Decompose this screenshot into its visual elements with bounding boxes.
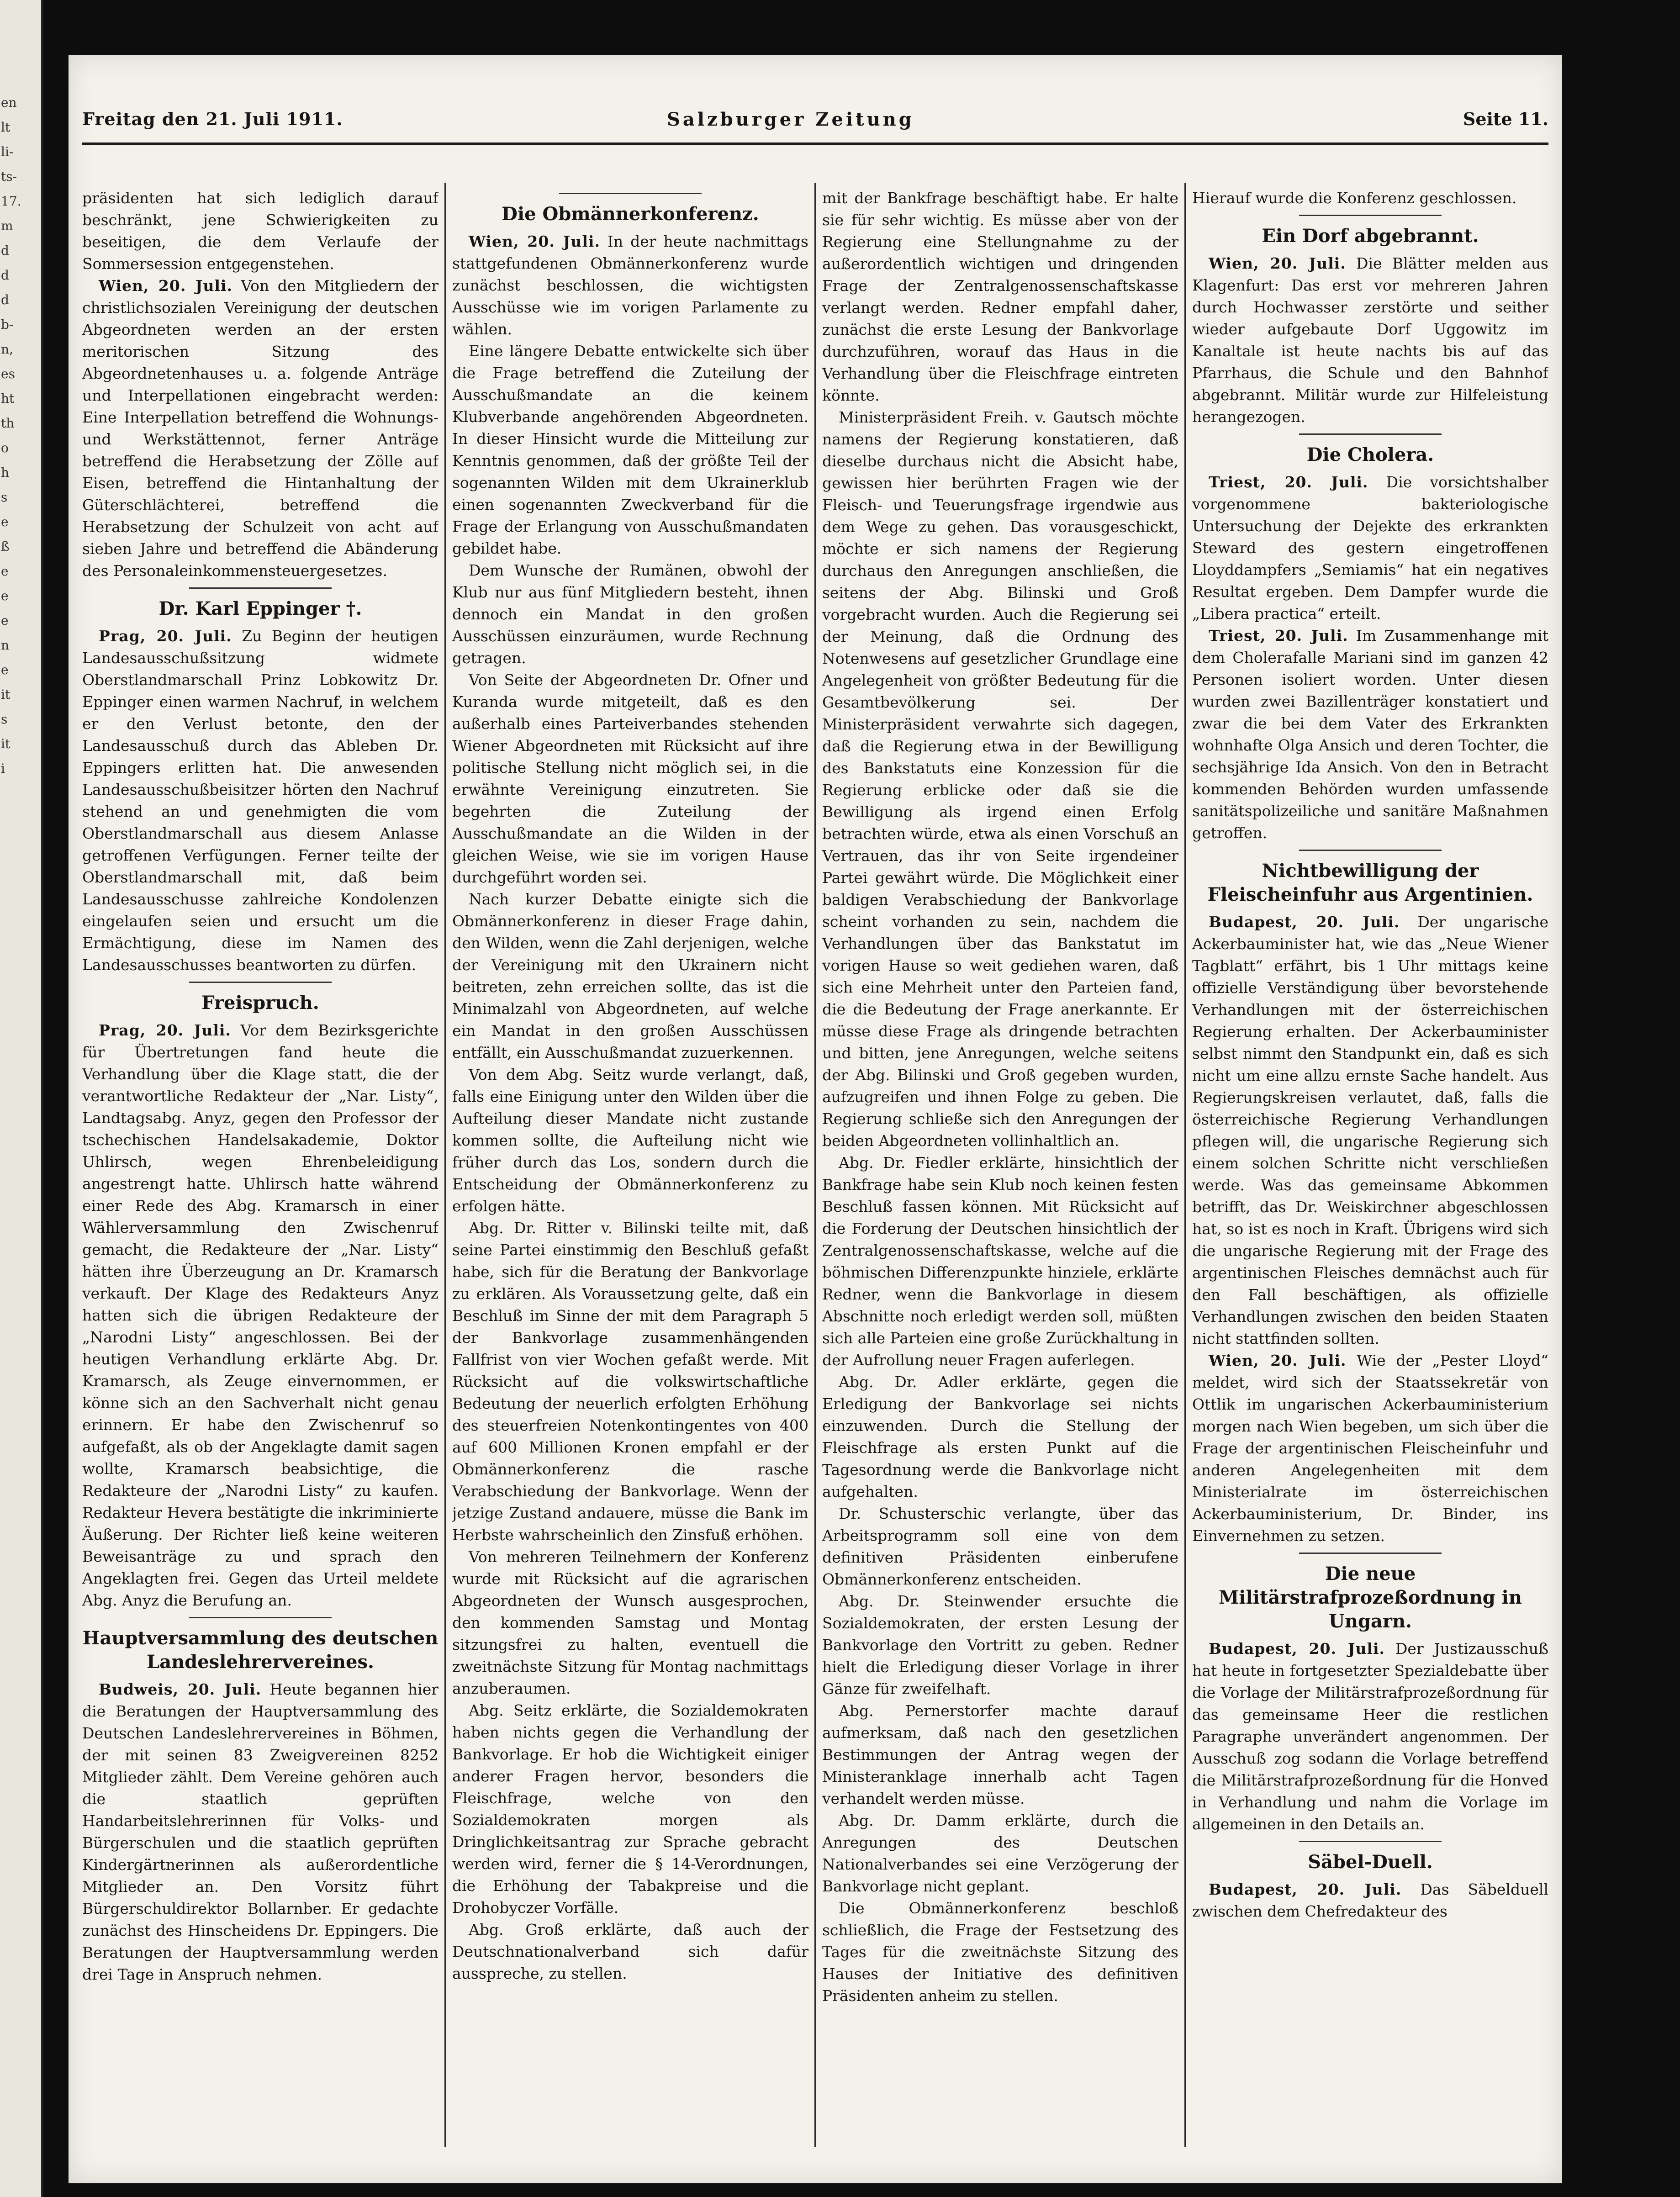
article-paragraph xyxy=(1192,1350,1548,1547)
strip-fragment: en xyxy=(1,95,17,110)
strip-fragment: o xyxy=(1,440,9,455)
article-paragraph xyxy=(1192,625,1548,844)
paragraph-text: Dr. Schusterschic verlangte, über das Arbeitsprogramm soll eine von dem definitiven Präsidenten einberufene Obmännerkonferenz entscheiden. xyxy=(822,1505,1178,1588)
dateline: Wien, 20. Juli. xyxy=(1209,1352,1347,1369)
strip-fragment: d xyxy=(1,292,9,307)
article-headline: Ein Dorf abgebrannt. xyxy=(1262,225,1479,247)
article-paragraph xyxy=(1192,187,1548,209)
article-separator xyxy=(1299,1841,1442,1842)
article-paragraph xyxy=(1192,1638,1548,1835)
article-headline: Säbel-Duell. xyxy=(1308,1851,1433,1873)
article-paragraph xyxy=(82,275,438,582)
article-paragraph xyxy=(452,1919,808,1985)
column-4 xyxy=(1192,187,1548,2142)
article-paragraph xyxy=(822,1810,1178,1897)
paragraph-text: Abg. Dr. Fiedler erklärte, hinsichtlich der Bankfrage habe sein Klub noch keinen festen Beschluß fassen können. Mit Rücksicht auf die Forderung der Deutschen hinsichtlich der Zentralgenossenschaftskasse, welche auf die böhmischen Differenzpunkte hinziele, erklärte Redner, wenn die Bankvorlage in diesem Abschnitte noch erledigt werden soll, müßten sich alle Parteien eine große Zurückhaltung in der Aufrollung neuer Fragen auferlegen. xyxy=(822,1154,1178,1369)
dateline: Budapest, 20. Juli. xyxy=(1209,913,1400,931)
article-headline: Die Obmännerkonferenz. xyxy=(502,203,759,225)
column-rule xyxy=(814,183,816,2147)
article-separator xyxy=(1299,850,1442,851)
article-paragraph xyxy=(822,187,1178,407)
dateline: Wien, 20. Juli. xyxy=(1209,254,1346,272)
article-paragraph xyxy=(82,1019,438,1611)
strip-fragment: e xyxy=(1,613,9,628)
strip-fragment: s xyxy=(1,490,8,505)
strip-fragment: e xyxy=(1,662,9,677)
article-paragraph xyxy=(822,1371,1178,1503)
strip-fragment: li- xyxy=(1,144,14,159)
column-rule xyxy=(1184,183,1186,2147)
paragraph-text: Der Justizausschuß hat heute in fortgesetzter Spezialdebatte über die Vorlage der Militärstrafprozeßordnung für das gemeinsame Heer die restlichen Paragraphe unverändert angenommen. Der Ausschuß zog sodann die Vorlage betreffend die Militärstrafprozeßordnung für die Honved in Verhandlung und nahm die Vorlage im allgemeinen in den Details an. xyxy=(1192,1640,1548,1833)
column-2 xyxy=(452,187,808,2142)
strip-fragment: it xyxy=(1,736,11,751)
paragraph-text: Im Zusammenhange mit dem Cholerafalle Mariani sind im ganzen 42 Personen isoliert worden. Unter diesen wurden zwei Bazillenträger konstatiert und zwar die bei dem Vater des Erkrankten wohnhafte Olga Ansich und deren Tochter, die sechsjährige Ida Ansich. Von den in Betracht kommenden Behörden wurden umfassende sanitätspolizeiliche und sanitäre Maßnahmen getroffen. xyxy=(1192,627,1548,842)
paragraph-text: Abg. Dr. Steinwender ersuchte die Sozialdemokraten, der ersten Lesung der Bankvorlage den Vortritt zu geben. Redner hielt die Erledigung dieser Vorlage in ihrer Gänze für zweifelhaft. xyxy=(822,1592,1178,1698)
strip-fragment: d xyxy=(1,268,9,283)
article-paragraph xyxy=(1192,911,1548,1350)
article-separator xyxy=(1299,433,1442,435)
article-paragraph xyxy=(452,560,808,669)
paragraph-text: Von den Mitgliedern der christlichsozialen Vereinigung der deutschen Abgeordneten werden an der ersten meritorischen Sitzung des Abgeordnetenhauses u. a. folgende Anträge und Interpellationen eingebracht werden: Eine Interpellation betreffend die Wohnungs- und Werkstättennot, ferner Anträge betreffend die Herabsetzung der Zölle auf Eisen, betreffend die Hintanhaltung der Güterschlächterei, betreffend die Herabsetzung der Schulzeit von acht auf sieben Jahre und betreffend die Abänderung des Personaleinkommensteuergesetzes. xyxy=(82,277,438,580)
paragraph-text: Eine längere Debatte entwickelte sich über die Frage betreffend die Zuteilung der Ausschußmandate an die keinem Klubverbande angehörenden Abgeordneten. In dieser Hinsicht wurde die Mitteilung zur Kenntnis genommen, daß der größte Teil der sogenannten Wilden mit dem Ukrainerklub einen sogenannten Zweckverband für die Frage der Erlangung von Ausschußmandaten gebildet habe. xyxy=(452,342,808,557)
article-paragraph xyxy=(452,1064,808,1217)
article-paragraph xyxy=(452,669,808,888)
article-paragraph xyxy=(822,1590,1178,1700)
header-rule xyxy=(82,143,1548,145)
column-1 xyxy=(82,187,438,2142)
dateline: Budapest, 20. Juli. xyxy=(1209,1880,1402,1898)
article-headline: Hauptversammlung des deutschen Landeslehrervereines. xyxy=(82,1627,438,1673)
article-headline: Freispruch. xyxy=(201,992,319,1014)
paragraph-text: In der heute nachmittags stattgefundenen Obmännerkonferenz wurde zunächst beschlossen, die wichtigsten Ausschüsse wie im vorigen Parlamente zu wählen. xyxy=(452,232,808,338)
article-separator xyxy=(189,982,332,983)
strip-fragment: lt xyxy=(1,120,11,135)
paragraph-text: Vor dem Bezirksgerichte für Übertretungen fand heute die Verhandlung über die Klage statt, die der verantwortliche Redakteur der „Nar. Listy“, Landtagsabg. Anyz, gegen den Professor der tschechischen Handelsakademie, Doktor Uhlirsch, wegen Ehrenbeleidigung angestrengt hatte. Uhlirsch hatte während einer Rede des Abg. Kramarsch in einer Wählerversammlung den Zwischenruf gemacht, die Redakteure der „Nar. Listy“ hätten ihre Überzeugung an Dr. Kramarsch verkauft. Der Klage des Redakteurs Anyz hatten sich die übrigen Redakteure der „Narodni Listy“ angeschlossen. Bei der heutigen Verhandlung erklärte Abg. Dr. Kramarsch, als Zeuge einvernommen, er könne sich an den Sachverhalt nicht genau erinnern. Er habe den Zwischenruf so aufgefaßt, als ob der Angeklagte damit sagen wollte, Kramarsch beabsichtige, die Redakteure der „Narodni Listy“ zu kaufen. Redakteur Hevera bestätigte die inkriminierte Äußerung. Der Richter ließ keine weiteren Beweisanträge zu und sprach den Angeklagten frei. Gegen das Urteil meldete Abg. Anyz die Berufung an. xyxy=(82,1021,438,1609)
article-headline: Die neue Militärstrafprozeßordnung in Ungarn. xyxy=(1219,1563,1522,1632)
article-paragraph xyxy=(1192,471,1548,625)
paragraph-text: Wie der „Pester Lloyd“ meldet, wird sich der Staatssekretär von Ottlik im ungarischen Ackerbauministerium morgen nach Wien begeben, um sich über die Frage der argentinischen Fleischeinfuhr und anderen Angelegenheiten mit dem Ministerialrate im österreichischen Ackerbauministerium, Dr. Binder, ins Einvernehmen zu setzen. xyxy=(1192,1352,1548,1545)
article-paragraph xyxy=(452,1700,808,1919)
paragraph-text: Die Obmännerkonferenz beschloß schließlich, die Frage der Festsetzung des Tages für die zweitnächste Sitzung des Hauses der Initiative des definitiven Präsidenten anheim zu stellen. xyxy=(822,1899,1178,2005)
strip-fragment: it xyxy=(1,687,11,702)
page-header xyxy=(82,109,1548,150)
dateline: Triest, 20. Juli. xyxy=(1209,473,1368,491)
strip-fragment: e xyxy=(1,564,9,579)
dateline: Prag, 20. Juli. xyxy=(99,1021,231,1039)
strip-fragment: n, xyxy=(1,342,13,357)
paragraph-text: Der ungarische Ackerbauminister hat, wie das „Neue Wiener Tagblatt“ erfährt, bis 1 Uhr mittags keine offizielle Verständigung über bevorstehende Verhandlungen mit der österreichischen Regierung erhalten. Der Ackerbauminister selbst nimmt den Standpunkt ein, daß es sich nicht um eine allzu ernste Sache handelt. Aus Regierungskreisen verlautet, daß, falls die österreichische Regierung Verhandlungen pflegen will, die ungarische Regierung sich einem solchen Schritte nicht verschließen werde. Was das gemeinsame Abkommen betrifft, das Dr. Weiskirchner abgeschlossen hat, so ist es noch in Kraft. Übrigens wird sich die ungarische Regierung mit der Frage des argentinischen Fleisches demnächst auch für den Fall beschäftigen, als offizielle Verhandlungen zwischen den beiden Staaten nicht stattfinden sollten. xyxy=(1192,913,1548,1347)
article-paragraph xyxy=(1192,253,1548,428)
article-paragraph xyxy=(822,1700,1178,1810)
article-headline: Dr. Karl Eppinger †. xyxy=(158,598,362,619)
newspaper-page xyxy=(69,55,1562,2183)
paragraph-text: Abg. Dr. Damm erklärte, durch die Anregungen des Deutschen Nationalverbandes sei eine Verzögerung der Bankvorlage nicht geplant. xyxy=(822,1811,1178,1895)
paragraph-text: Von dem Abg. Seitz wurde verlangt, daß, falls eine Einigung unter den Wilden über die Aufteilung dieser Mandate nicht zustande kommen sollte, die Aufteilung nicht wie früher durch das Los, sondern durch die Entscheidung der Obmännerkonferenz zu erfolgen hätte. xyxy=(452,1066,808,1215)
article-headline: Nichtbewilligung der Fleischeinfuhr aus Argentinien. xyxy=(1207,860,1533,905)
dateline: Triest, 20. Juli. xyxy=(1209,627,1348,644)
article-separator xyxy=(189,1617,332,1618)
dateline: Budweis, 20. Juli. xyxy=(99,1680,262,1698)
strip-fragment: th xyxy=(1,416,15,431)
article-paragraph xyxy=(82,187,438,275)
strip-fragment: e xyxy=(1,514,9,529)
dateline: Wien, 20. Juli. xyxy=(99,277,232,295)
article-paragraph xyxy=(452,1546,808,1700)
paragraph-text: Zu Beginn der heutigen Landesausschußsitzung widmete Oberstlandmarschall Prinz Lobkowitz Dr. Eppinger einen warmen Nachruf, in welchem er den Verlust betonte, den der Landesausschuß durch das Ableben Dr. Eppingers erlitten hat. Die anwesenden Landesausschußbeisitzer hörten den Nachruf stehend an und genehmigten die vom Oberstlandmarschall aus diesem Anlasse getroffenen Verfügungen. Ferner teilte der Oberstlandmarschall mit, daß beim Landesausschusse zahlreiche Kondolenzen eingelaufen seien und ersucht um die Ermächtigung, diese im Namen des Landesausschusses beantworten zu dürfen. xyxy=(82,627,438,974)
article-paragraph xyxy=(1192,1879,1548,1922)
article-paragraph xyxy=(822,1152,1178,1371)
dateline: Budapest, 20. Juli. xyxy=(1209,1640,1385,1658)
article-paragraph xyxy=(822,1897,1178,2007)
paragraph-text: Abg. Seitz erklärte, die Sozialdemokraten haben nichts gegen die Verhandlung der Bankvorlage. Er hob die Wichtigkeit einiger anderer Fragen hervor, besonders die Fleischfrage, welche von den Sozialdemokraten morgen als Dringlichkeitsantrag zur Sprache gebracht werden wird, ferner die § 14-Verordnungen, die Erhöhung der Tabakpreise und die Drohobyczer Vorfälle. xyxy=(452,1701,808,1917)
dateline: Prag, 20. Juli. xyxy=(99,627,232,645)
column-rule xyxy=(444,183,446,2147)
article-separator xyxy=(189,587,332,589)
strip-fragment: e xyxy=(1,588,9,603)
column-3 xyxy=(822,187,1178,2142)
page-number: Seite 11. xyxy=(1463,109,1548,129)
article-separator xyxy=(559,193,702,194)
article-paragraph xyxy=(452,1217,808,1546)
article-headline: Die Cholera. xyxy=(1306,444,1434,465)
paragraph-text: Dem Wunsche der Rumänen, obwohl der Klub nur aus fünf Mitgliedern besteht, ihnen dennoch ein Mandat in den großen Ausschüssen einzuräumen, wurde Rechnung getragen. xyxy=(452,561,808,667)
strip-fragment: m xyxy=(1,218,13,233)
strip-fragment: es xyxy=(1,366,15,381)
article-paragraph xyxy=(822,1503,1178,1590)
strip-fragment: s xyxy=(1,712,8,727)
strip-fragment: n xyxy=(1,638,10,653)
strip-fragment: ß xyxy=(1,539,10,554)
article-paragraph xyxy=(822,407,1178,1152)
paragraph-text: präsidenten hat sich lediglich darauf beschränkt, jene Schwierigkeiten zu beseitigen, die dem Verlaufe der Sommersession entgegenstehen. xyxy=(82,189,438,273)
paragraph-text: Ministerpräsident Freih. v. Gautsch möchte namens der Regierung konstatieren, daß dieselbe durchaus nicht die Absicht habe, gewissen hier berührten Fragen wie der Fleisch- und Teuerungsfrage irgendwie aus dem Wege zu gehen. Das vorausgeschickt, möchte er sich namens der Regierung durchaus den Anregungen anschließen, die seitens der Abg. Bilinski und Groß vorgebracht wurden. Auch die Regierung sei der Meinung, daß die Ordnung des Notenwesens auf gesetzlicher Grundlage eine Angelegenheit von größter Bedeutung für die Gesamtbevölkerung sei. Der Ministerpräsident verwahrte sich dagegen, daß die Regierung etwa in der Bewilligung des Bankstatuts eine Konzession für die Regierung erblicke oder daß sie die Bewilligung als irgend einen Erfolg betrachten würde, etwa als einen Vorschuß an Vertrauen, das ihr von Seite irgendeiner Partei gewährt würde. Die Möglichkeit einer baldigen Verabschiedung der Bankvorlage scheint vorhanden zu sein, nachdem die Verhandlungen über das Bankstatut im vorigen Hause so weit gediehen waren, daß sich eine Mehrheit unter den Parteien fand, die die Bedeutung der Frage anerkannte. Er müsse diese Frage als dringende betrachten und bitten, jene Anregungen, welche seitens der Abg. Bilinski und Groß gegeben wurden, aufzugreifen und ihnen Folge zu geben. Die Regierung schließe sich den Anregungen der beiden Abgeordneten vollinhaltlich an. xyxy=(822,408,1178,1150)
article-paragraph xyxy=(452,888,808,1064)
paragraph-text: Abg. Pernerstorfer machte darauf aufmerksam, daß nach den gesetzlichen Bestimmungen der Antrag wegen der Ministeranklage innerhalb acht Tagen verhandelt werden müsse. xyxy=(822,1702,1178,1807)
paragraph-text: Hierauf wurde die Konferenz geschlossen. xyxy=(1192,189,1517,207)
strip-fragment: 17. xyxy=(1,194,21,209)
adjacent-page-strip xyxy=(0,0,43,2197)
strip-fragment: i xyxy=(1,761,5,776)
header-date: Freitag den 21. Juli 1911. xyxy=(82,109,343,129)
strip-fragment: b- xyxy=(1,317,14,332)
paragraph-text: Heute begannen hier die Beratungen der Hauptversammlung des Deutschen Landeslehrervereines in Böhmen, der mit seinen 83 Zweigvereinen 8252 Mitglieder zählt. Dem Vereine gehören auch die staatlich geprüften Handarbeitslehrerinnen für Volks- und Bürgerschulen und die staatlich geprüften Kindergärtnerinnen als außerordentliche Mitglieder an. Den Vorsitz führt Bürgerschuldirektor Bollarnber. Er gedachte zunächst des Hinscheidens Dr. Eppingers. Die Beratungen der Hauptversammlung werden drei Tage in Anspruch nehmen. xyxy=(82,1680,438,1983)
paragraph-text: Abg. Groß erklärte, daß auch der Deutschnationalverband sich dafür ausspreche, zu stellen. xyxy=(452,1921,808,1982)
paragraph-text: Von mehreren Teilnehmern der Konferenz wurde mit Rücksicht auf die agrarischen Abgeordneten der Wunsch ausgesprochen, den kommenden Samstag und Montag sitzungsfrei zu halten, eventuell die zweitnächste Sitzung für Montag nachmittags anzuberaumen. xyxy=(452,1548,808,1697)
article-paragraph xyxy=(452,231,808,340)
strip-fragment: h xyxy=(1,465,10,480)
article-paragraph xyxy=(82,1679,438,1986)
paragraph-text: Abg. Dr. Adler erklärte, gegen die Erledigung der Bankvorlage sei nichts einzuwenden. Durch die Stellung der Fleischfrage als ersten Punkt auf die Tagesordnung werde die Bankvorlage nicht aufgehalten. xyxy=(822,1373,1178,1500)
paragraph-text: Von Seite der Abgeordneten Dr. Ofner und Kuranda wurde mitgeteilt, daß es den außerhalb eines Parteiverbandes stehenden Wiener Abgeordneten mit Rücksicht auf ihre politische Stellung nicht möglich sei, in die erwähnte Vereinigung einzutreten. Sie begehrten die Zuteilung der Ausschußmandate an die Wilden in der gleichen Weise, wie sie im vorigen Hause durchgeführt worden sei. xyxy=(452,671,808,886)
paragraph-text: mit der Bankfrage beschäftigt habe. Er halte sie für sehr wichtig. Es müsse aber von der Regierung eine Stellungnahme zu der außerordentlich wichtigen und dringenden Frage der Zentralgenossenschaftskasse verlangt werden. Redner empfahl daher, zunächst die erste Lesung der Bankvorlage durchzuführen, worauf das Haus in die Verhandlung über die Fleischfrage eintreten könnte. xyxy=(822,189,1178,404)
paragraph-text: Die vorsichtshalber vorgenommene bakteriologische Untersuchung der Dejekte des erkrankten Steward des gestern eingetroffenen Lloyddampfers „Semiamis“ hat ein negatives Resultat ergeben. Dem Dampfer wurde die „Libera practica“ erteilt. xyxy=(1192,473,1548,623)
strip-fragment: ht xyxy=(1,391,15,406)
paragraph-text: Die Blätter melden aus Klagenfurt: Das erst vor mehreren Jahren durch Hochwasser zerstörte und seither wieder aufgebaute Dorf Uggowitz im Kanaltale ist heute nachts bis auf das Pfarrhaus, die Schule und den Bahnhof abgebrannt. Militär wurde zur Hilfeleistung herangezogen. xyxy=(1192,254,1548,426)
article-paragraph xyxy=(452,340,808,560)
article-separator xyxy=(1299,215,1442,216)
strip-fragment: d xyxy=(1,243,9,258)
article-paragraph xyxy=(82,625,438,976)
strip-fragment: ts- xyxy=(1,169,17,184)
masthead-title: Salzburger Zeitung xyxy=(667,109,914,130)
paragraph-text: Das Säbelduell zwischen dem Chefredakteur des xyxy=(1192,1880,1548,1920)
dateline: Wien, 20. Juli. xyxy=(469,232,600,250)
article-separator xyxy=(1299,1553,1442,1554)
paragraph-text: Abg. Dr. Ritter v. Bilinski teilte mit, daß seine Partei einstimmig den Beschluß gefaßt habe, sich für die Beratung der Bankvorlage zu erklären. Als Voraussetzung gelte, daß ein Beschluß im Sinne der mit dem Paragraph 5 der Bankvorlage zusammenhängenden Fallfrist von vier Wochen gefaßt werde. Mit Rücksicht auf die volkswirtschaftliche Bedeutung der neuerlich erfolgten Erhöhung des steuerfreien Notenkontingentes von 400 auf 600 Millionen Kronen empfahl er der Obmännerkonferenz die rasche Verabschiedung der Bankvorlage. Wenn der jetzige Zustand andauere, müsse die Bank im Herbste wahrscheinlich den Zinsfuß erhöhen. xyxy=(452,1219,808,1544)
paragraph-text: Nach kurzer Debatte einigte sich die Obmännerkonferenz in dieser Frage dahin, den Wilden, wenn die Zahl derjenigen, welche der Vereinigung mit den Ukrainern nicht beitreten, zehn erreichen sollte, das ist die Minimalzahl von Abgeordneten, auf welche ein Mandat in den großen Ausschüssen entfällt, ein Ausschußmandat zuzuerkennen. xyxy=(452,890,808,1062)
